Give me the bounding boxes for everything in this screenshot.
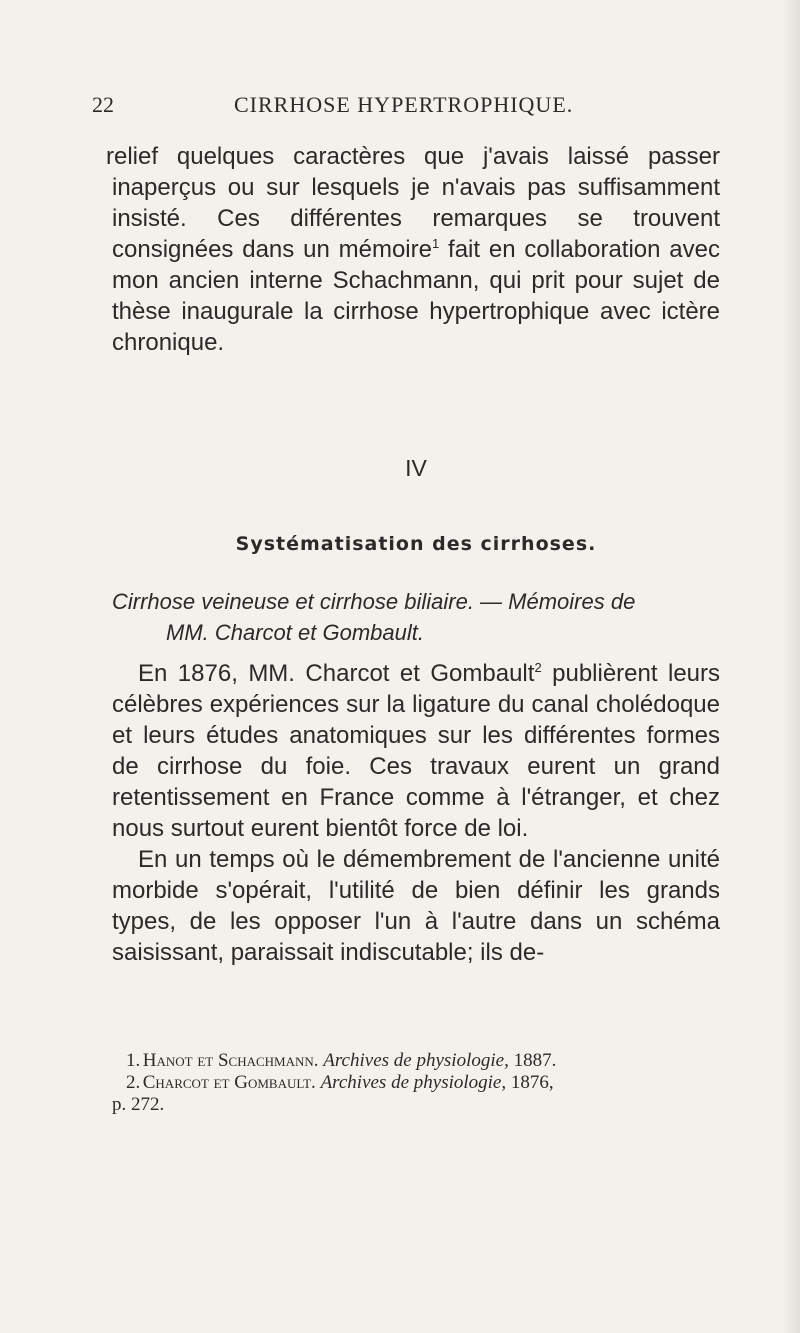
page-edge-shadow	[782, 0, 800, 1333]
footnote-details: 1876,	[510, 1072, 554, 1093]
intro-paragraph-block	[106, 141, 721, 358]
subtitle-line-2: MM. Charcot et Gombault.	[166, 620, 424, 645]
subtitle-line-1: Cirrhose veineuse et cirrhose biliaire. — Mémoires de	[112, 589, 636, 614]
intro-text-after-note: fait en collaboration avec mon ancien interne Schachmann, qui prit pour sujet de thèse inaugurale la cirrhose hypertrophique avec ictère chronique.	[112, 236, 721, 356]
body-paragraph-2: En un temps où le démembrement de l'ancienne unité morbide s'opérait, l'utilité de bien définir les grands types, de les opposer l'un à l'autre dans un schéma saisissant, paraissait indiscutable; ils de-	[112, 846, 720, 966]
footnote-number: 1.	[126, 1050, 141, 1071]
section-title: Systématisation des cirrhoses.	[235, 533, 597, 555]
intro-text-before-note: relief quelques caractères que j'avais laissé passer inaperçus ou sur lesquels je n'avais pas suffisamment insisté. Ces différentes remarques se trouvent consignées dans un mémoire	[106, 143, 720, 263]
page-number: 22	[92, 92, 114, 117]
footnotes	[112, 1050, 722, 1116]
footnote-continuation: p. 272.	[112, 1094, 165, 1115]
para1-text-before-note: En 1876, MM. Charcot et Gombault	[138, 660, 535, 687]
section-number: IV	[405, 455, 427, 481]
footnote-journal: Archives de physiologie,	[320, 1072, 507, 1093]
footnote-ref-2: 2	[534, 660, 542, 675]
intro-paragraph	[106, 141, 721, 358]
running-title: CIRRHOSE HYPERTROPHIQUE.	[234, 92, 574, 117]
footnote-2	[112, 1072, 722, 1116]
body-text-block	[112, 658, 720, 968]
page-header	[92, 92, 732, 122]
body-paragraph-1	[112, 658, 720, 844]
para1-text-after-note: publièrent leurs célèbres expériences sur la ligature du canal cholédoque et leurs études anatomiques sur les différentes formes de cirrhose du foie. Ces travaux eurent un grand retentissement en France comme à l'étranger, et chez nous surtout eurent bientôt force de loi.	[112, 660, 721, 842]
footnote-details: 1887.	[513, 1050, 557, 1071]
footnote-ref-1: 1	[431, 236, 440, 251]
footnote-journal: Archives de physiologie,	[323, 1050, 509, 1071]
footnote-authors: Charcot et Gombault.	[142, 1072, 316, 1093]
footnote-number: 2.	[126, 1072, 141, 1093]
footnote-1	[112, 1050, 722, 1072]
footnote-authors: Hanot et Schachmann.	[142, 1050, 319, 1071]
section-subtitle	[112, 586, 720, 648]
